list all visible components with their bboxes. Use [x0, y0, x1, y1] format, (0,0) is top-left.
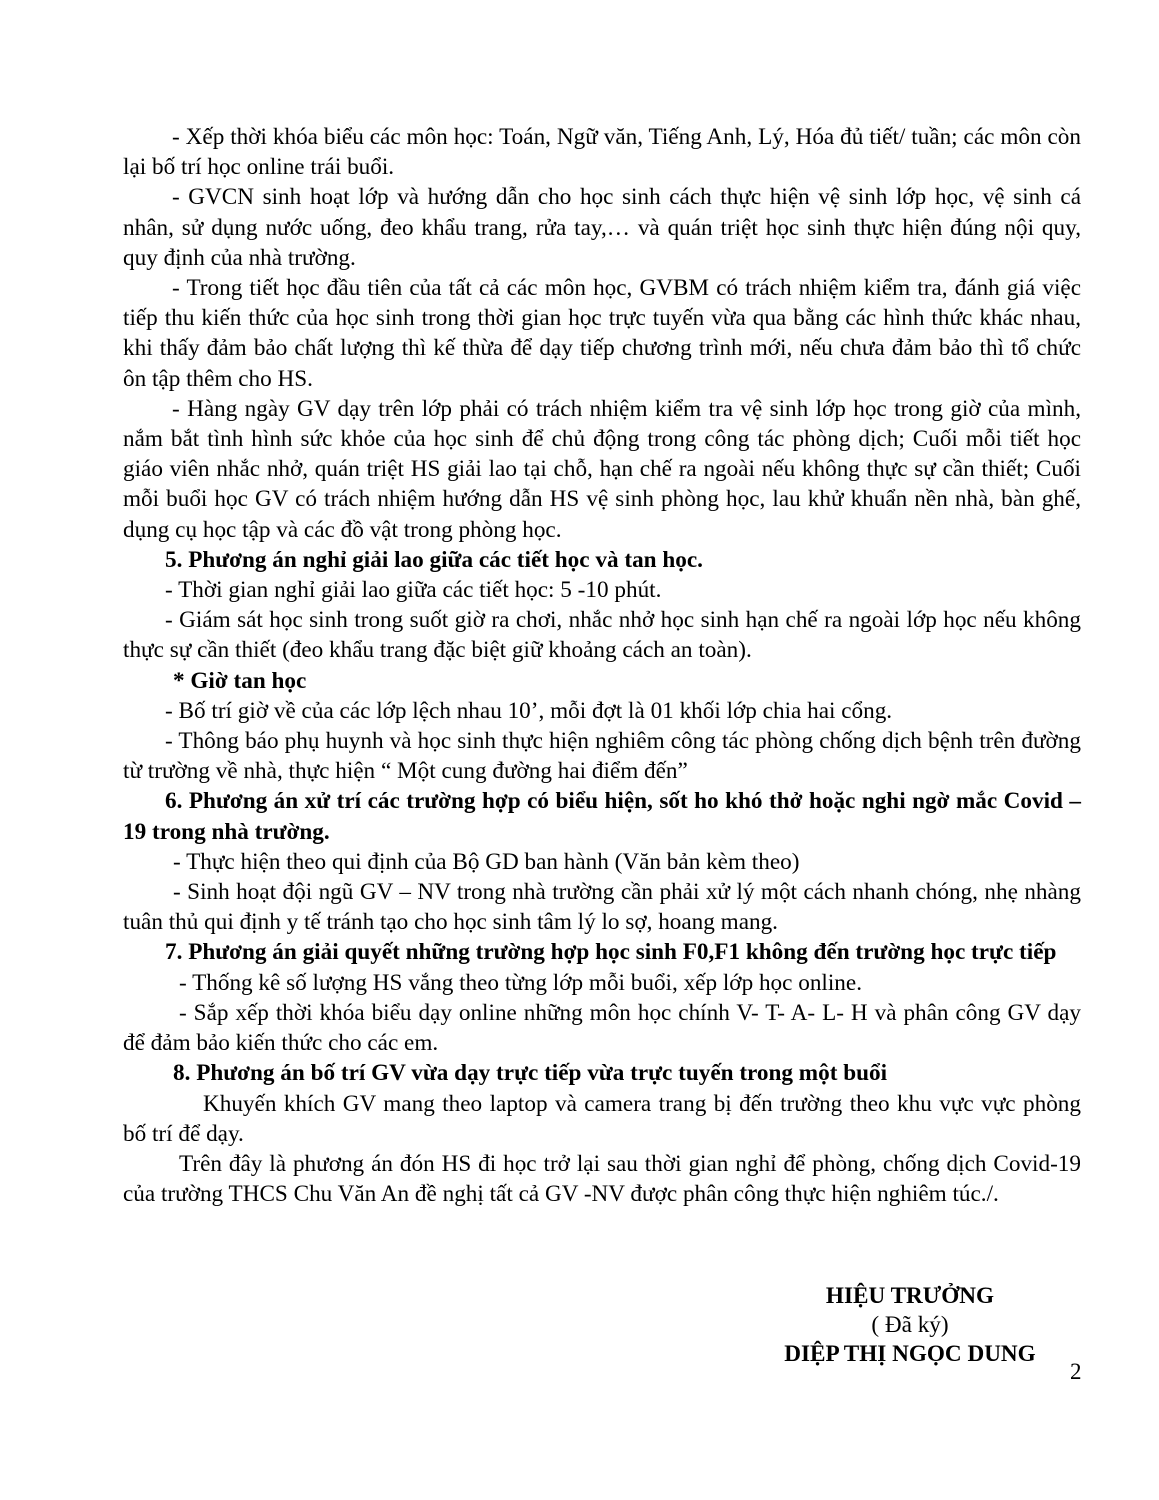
paragraph-parent-notice: - Thông báo phụ huynh và học sinh thực hiện nghiêm công tác phòng chống dịch bệnh trên đường từ trường về nhà, thực hiện “ Một cung đường hai điểm đến”	[123, 728, 1081, 785]
paragraph-online-schedule: - Sắp xếp thời khóa biểu dạy online những môn học chính V- T- A- L- H và phân công GV dạy để đảm bảo kiến thức cho các em.	[123, 999, 1081, 1057]
signature-block	[740, 1282, 1080, 1369]
signature-name: DIỆP THỊ NGỌC DUNG	[784, 1341, 1036, 1367]
paragraph-ministry-rules: - Thực hiện theo qui định của Bộ GD ban hành (Văn bản kèm theo)	[173, 848, 800, 875]
paragraph-supervision: - Giám sát học sinh trong suốt giờ ra chơi, nhắc nhở học sinh hạn chế ra ngoài lớp học nếu không thực sự cần thiết (đeo khẩu trang đặc biệt giữ khoảng cách an toàn).	[123, 607, 1081, 664]
paragraph-staff-handling: - Sinh hoạt đội ngũ GV – NV trong nhà trường cần phải xử lý một cách nhanh chóng, nhẹ nhàng tuân thủ qui định y tế tránh tạo cho học sinh tâm lý lo sợ, hoang mang.	[123, 879, 1081, 936]
paragraph-absence-count: - Thống kê số lượng HS vắng theo từng lớp mỗi buổi, xếp lớp học online.	[179, 969, 862, 996]
heading-section-6: 6. Phương án xử trí các trường hợp có biểu hiện, sốt ho khó thở hoặc nghi ngờ mắc Covid – 19 trong nhà trường.	[123, 788, 1081, 845]
paragraph-closing: Trên đây là phương án đón HS đi học trở lại sau thời gian nghỉ để phòng, chống dịch Covid-19 của trường THCS Chu Văn An đề nghị tất cả GV -NV được phân công thực hiện nghiêm túc./.	[123, 1150, 1081, 1208]
paragraph-laptop-camera: Khuyến khích GV mang theo laptop và camera trang bị đến trường theo khu vực vực phòng bố trí để dạy.	[123, 1090, 1081, 1147]
paragraph-break-time: - Thời gian nghỉ giải lao giữa các tiết học: 5 -10 phút.	[165, 577, 662, 604]
heading-section-5: 5. Phương án nghỉ giải lao giữa các tiết học và tan học.	[165, 546, 703, 573]
paragraph-dismissal-schedule: - Bố trí giờ về của các lớp lệch nhau 10’, mỗi đợt là 01 khối lớp chia hai cổng.	[165, 697, 893, 724]
signature-title: HIỆU TRƯỞNG	[825, 1283, 995, 1309]
paragraph-timetable: - Xếp thời khóa biểu các môn học: Toán, Ngữ văn, Tiếng Anh, Lý, Hóa đủ tiết/ tuần; các môn còn lại bố trí học online trái buổi.	[123, 124, 1081, 181]
page-number: 2	[1070, 1359, 1082, 1384]
heading-section-7: 7. Phương án giải quyết những trường hợp học sinh F0,F1 không đến trường học trực tiếp	[165, 939, 1057, 966]
document-body	[123, 122, 1081, 1209]
heading-section-8: 8. Phương án bố trí GV vừa dạy trực tiếp vừa trực tuyến trong một buổi	[173, 1060, 888, 1087]
paragraph-homeroom: - GVCN sinh hoạt lớp và hướng dẫn cho học sinh cách thực hiện vệ sinh lớp học, vệ sinh cá nhân, sử dụng nước uống, đeo khẩu trang, rửa tay,… và quán triệt học sinh thực hiện đúng nội quy, quy định của nhà trường.	[123, 184, 1081, 271]
paragraph-first-lesson: - Trong tiết học đầu tiên của tất cả các môn học, GVBM có trách nhiệm kiểm tra, đánh giá việc tiếp thu kiến thức của học sinh trong thời gian học trực tuyến vừa qua bằng các hình thức khác nhau, khi thấy đảm bảo chất lượng thì kế thừa để dạy tiếp chương trình mới, nếu chưa đảm bảo thì tổ chức ôn tập thêm cho HS.	[123, 275, 1081, 392]
signature-signed-note: ( Đã ký)	[871, 1312, 949, 1338]
subheading-dismissal: * Giờ tan học	[173, 667, 307, 694]
paragraph-daily-hygiene: - Hàng ngày GV dạy trên lớp phải có trách nhiệm kiểm tra vệ sinh lớp học trong giờ của mình, nắm bắt tình hình sức khỏe của học sinh để chủ động trong công tác phòng dịch; Cuối mỗi tiết học giáo viên nhắc nhở, quán triệt HS giải lao tại chỗ, hạn chế ra ngoài nếu không thực sự cần thiết; Cuối mỗi buổi học GV có trách nhiệm hướng dẫn HS vệ sinh phòng học, lau khử khuẩn nền nhà, bàn ghế, dụng cụ học tập và các đồ vật trong phòng học.	[123, 395, 1081, 543]
